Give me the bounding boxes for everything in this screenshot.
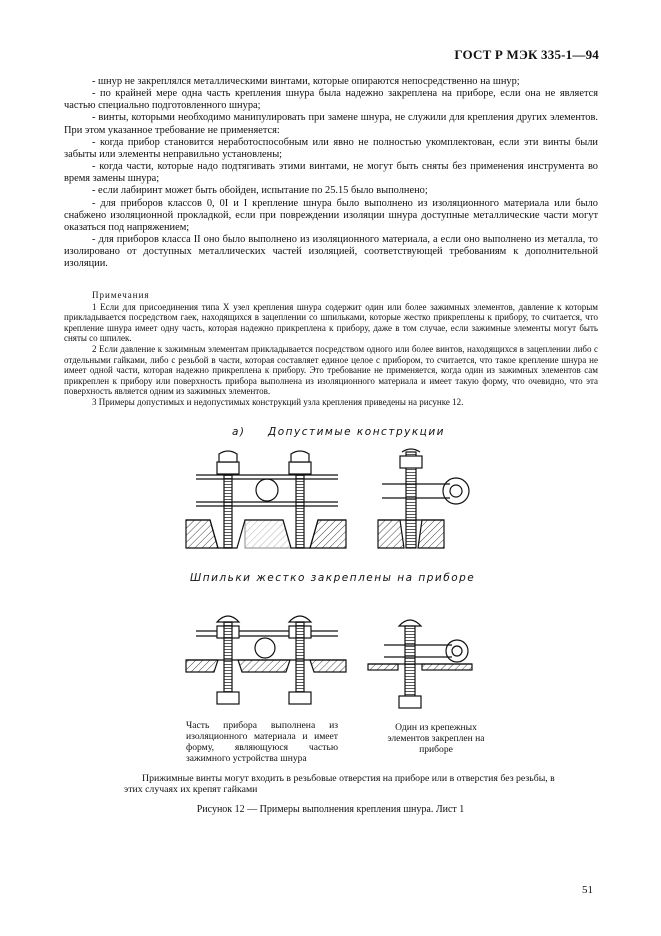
bottom-right-clamp — [368, 620, 472, 708]
bottom-left-clamp — [186, 616, 346, 704]
notes-title: Примечания — [92, 290, 150, 300]
note-item: 2 Если давление к зажимным элементам прикладывается посредством одного или более винтов, находящихся в зацеплении либо с отдельными гайками, либо с резьбой в части, которая составляет единое целое с прибором, то считается, что такое крепление шнура не имеет одной части, которая надежно прикреплена к прибору. Это требование не применяется, когда один из зажимных элементов сам прикреплен к прибору или поверхность прибора выполнена из изоляционного материала и имеет такую форму, что очевидно, что эта поверхность является одним из зажимных элементов. — [64, 343, 598, 397]
page-header: ГОСТ Р МЭК 335-1—94 — [454, 47, 599, 62]
paragraph: - если лабиринт может быть обойден, испытание по 25.15 было выполнено; — [92, 185, 428, 197]
page-number: 51 — [582, 884, 593, 896]
paragraph: - шнур не закреплялся металлическими винтами, которые опираются непосредственно на шнур; — [92, 76, 520, 87]
screws-note: Прижимные винты могут входить в резьбовые отверстия на приборе или в отверстия без резьбы, в этих случаях их крепят гайками — [124, 773, 555, 795]
paragraph: - для приборов классов 0, 0I и I крепление шнура было выполнено из изоляционного материала или было снабжено изоляционной прокладкой, если при повреждении изоляции шнура доступные металлические части могут оказаться под напряжением; — [64, 197, 598, 233]
figure-label-allowed: Допустимые конструкции — [268, 426, 445, 438]
note-item: 1 Если для присоединения типа X узел крепления шнура содержит один или более зажимных элементов, давление к которым прикладывается посредством гаек, находящихся в зацеплении со шпильками, которые жестко прикреплены к прибору, то считается, что крепление шнура имеет одну часть, которая надежно прикреплена к прибору, даже в том случае, если зажимные элементы могут быть сняты со шпилек. — [64, 301, 598, 344]
paragraph: - винты, которыми необходимо манипулировать при замене шнура, не служили для крепления других элементов. При этом указанное требование не применяется: — [64, 112, 598, 136]
paragraph: - когда части, которые надо подтягивать этими винтами, не могут быть сняты без применения инструмента во время замены шнура; — [64, 161, 598, 185]
paragraph: - по крайней мере одна часть крепления шнура была надежно закреплена на приборе, если она не является частью специально подготовленного шнура; — [64, 88, 598, 112]
caption-left: Часть прибора выполнена из изоляционного материала и имеет форму, являющуюся частью зажимного устройства шнура — [186, 720, 338, 764]
top-left-clamp — [186, 451, 346, 548]
figure-title: Рисунок 12 — Примеры выполнения крепления шнура. Лист 1 — [196, 804, 465, 815]
top-right-clamp — [378, 449, 469, 548]
note-item: 3 Примеры допустимых и недопустимых конструкций узла крепления приведены на рисунке 12. — [92, 396, 464, 407]
figure-label-studs: Шпильки жестко закреплены на приборе — [190, 572, 476, 584]
figure-label-a: а) — [232, 426, 246, 438]
caption-right: Один из крепежных элементов закреплен на приборе — [387, 722, 485, 755]
paragraph: - когда прибор становится неработоспособным или явно не полностью укомплектован, если эти винты были забыты или элементы неправильно установлены; — [64, 136, 598, 160]
paragraph: - для приборов класса II оно было выполнено из изоляционного материала, а если оно выполнено из металла, то изолировано от доступных металлических частей изоляцией, соответствующей требованиям к дополнительной изоляции. — [64, 234, 598, 270]
